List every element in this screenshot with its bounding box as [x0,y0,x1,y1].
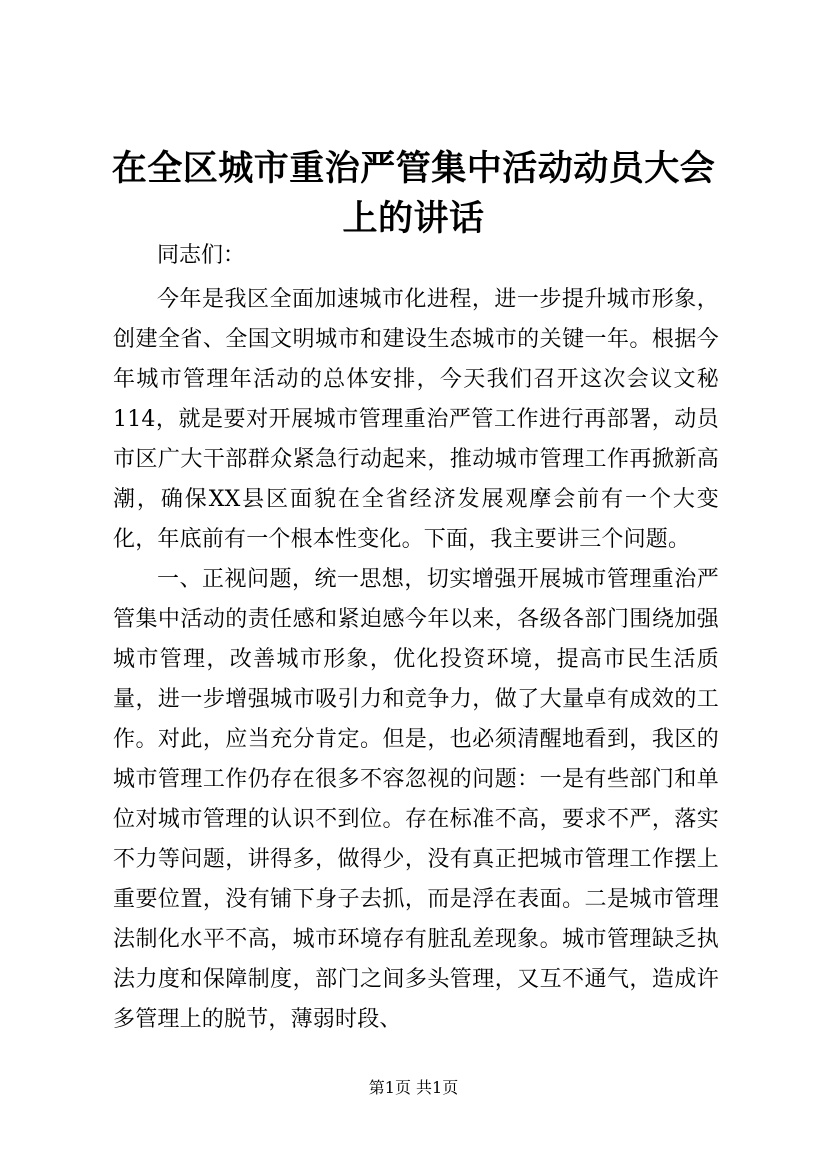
page-footer: 第1页 共1页 [368,1078,459,1097]
document-body [113,236,719,1040]
document-title: 在全区城市重治严管集中活动动员大会上的讲话 [111,148,716,239]
paragraph-section-one: 一、正视问题，统一思想，切实增强开展城市管理重治严管集中活动的责任感和紧迫感今年以来，各级各部门围绕加强城市管理，改善城市形象，优化投资环境，提高市民生活质量，进一步增强城市吸引力和竞争力，做了大量卓有成效的工作。对此，应当充分肯定。但是，也必须清醒地看到，我区的城市管理工作仍存在很多不容忽视的问题：一是有些部门和单位对城市管理的认识不到位。存在标准不高，要求不严，落实不力等问题，讲得多，做得少，没有真正把城市管理工作摆上重要位置，没有铺下身子去抓，而是浮在表面。二是城市管理法制化水平不高，城市环境存有脏乱差现象。城市管理缺乏执法力度和保障制度，部门之间多头管理，又互不通气，造成许多管理上的脱节，薄弱时段、 [113,567,719,1032]
salutation: 同志们： [157,243,246,268]
paragraph-intro: 今年是我区全面加速城市化进程，进一步提升城市形象，创建全省、全国文明城市和建设生态城市的关键一年。根据今年城市管理年活动的总体安排，今天我们召开这次会议文秘114，就是要对开展城市管理重治严管工作进行再部署，动员市区广大干部群众紧急行动起来，推动城市管理工作再掀新高潮，确保XX县区面貌在全省经济发展观摩会前有一个大变化，年底前有一个根本性变化。下面，我主要讲三个问题。 [113,287,719,552]
